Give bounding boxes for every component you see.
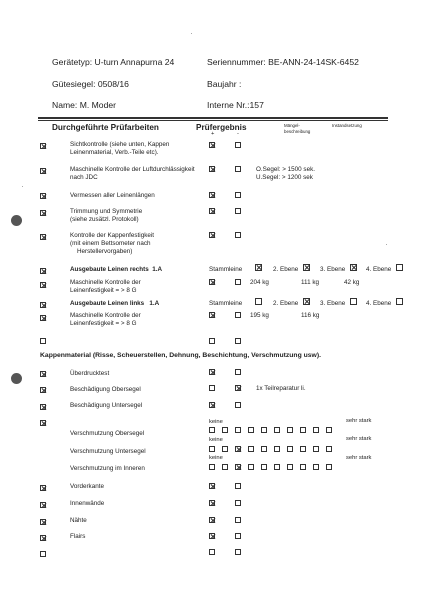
- spare-bottom-fail[interactable]: [235, 549, 241, 555]
- left-level2-checkbox[interactable]: [303, 298, 310, 305]
- left-level-2: 2. Ebene: [273, 300, 299, 307]
- dirt-inner-very-label: sehr stark: [346, 455, 372, 461]
- trim-pass[interactable]: [209, 208, 215, 214]
- header-rule-thin: [38, 120, 388, 121]
- sight-check-checkbox[interactable]: [40, 143, 46, 149]
- soiling-level-box[interactable]: [209, 427, 215, 433]
- canopy-material-heading: Kappenmaterial (Risse, Scheuerstellen, Dehnung, Beschichtung, Verschmutzung usw).: [40, 352, 321, 359]
- bottom-damage-label: Beschädigung Untersegel: [70, 402, 143, 409]
- soiling-level-box[interactable]: [326, 446, 332, 452]
- repair-heading: Instandsetzung: [332, 123, 362, 128]
- left-value-level2: 116 kg: [301, 312, 320, 319]
- spare-checkbox[interactable]: [40, 338, 46, 344]
- dirt-inner-label: Verschmutzung im Inneren: [70, 465, 145, 472]
- inner-walls-fail[interactable]: [235, 500, 241, 506]
- tests-heading: Durchgeführte Prüfarbeiten: [52, 123, 159, 132]
- left-level-stamm: Stammleine: [209, 300, 243, 307]
- plus-heading: +: [211, 131, 215, 137]
- canopy-strength-checkbox[interactable]: [40, 234, 46, 240]
- soiling-level-box[interactable]: [248, 464, 254, 470]
- air-check-fail[interactable]: [235, 166, 241, 172]
- canopy-strength-pass[interactable]: [209, 232, 215, 238]
- air-check-label: Maschinelle Kontrolle der Luftdurchlässigkeit nach JDC: [70, 166, 195, 181]
- canopy-strength-fail[interactable]: [235, 232, 241, 238]
- right-stamm-checkbox[interactable]: [255, 264, 262, 271]
- overpressure-label: Überdrucktest: [70, 370, 110, 377]
- dirt-top-label: Verschmutzung Obersegel: [70, 430, 145, 437]
- right-strength-pass[interactable]: [209, 279, 215, 285]
- soiling-level-box[interactable]: [235, 427, 241, 433]
- air-note-bottom: U.Segel: > 1200 sek: [256, 174, 313, 181]
- dirt-inner-none-label: keine: [209, 455, 223, 461]
- right-value-level3: 42 kg: [344, 279, 360, 286]
- dirt-top-none-label: keine: [209, 419, 223, 425]
- dirt-top-very-label: sehr stark: [346, 418, 372, 424]
- leading-edge-checkbox[interactable]: [40, 485, 46, 491]
- soiling-level-box[interactable]: [326, 464, 332, 470]
- soiling-level-box[interactable]: [300, 464, 306, 470]
- owner-name: Name: M. Moder: [52, 100, 116, 110]
- right-level4-checkbox[interactable]: [396, 264, 403, 271]
- left-level-3: 3. Ebene: [320, 300, 346, 307]
- left-level4-checkbox[interactable]: [396, 298, 403, 305]
- measure-fail[interactable]: [235, 192, 241, 198]
- soiling-level-box[interactable]: [313, 464, 319, 470]
- right-level3-checkbox[interactable]: [350, 264, 357, 271]
- right-strength-label: Maschinelle Kontrolle der Leinenfestigkeit = > 8 G: [70, 279, 141, 294]
- soiling-level-box[interactable]: [261, 427, 267, 433]
- left-value-stamm: 195 kg: [250, 312, 269, 319]
- inner-walls-checkbox[interactable]: [40, 502, 46, 508]
- punch-hole-bottom: [11, 373, 22, 384]
- dirt-bottom-label: Verschmutzung Untersegel: [70, 448, 146, 455]
- seal-number: Gütesiegel: 0508/16: [52, 79, 129, 89]
- bottom-damage-pass[interactable]: [209, 402, 215, 408]
- soiling-level-box[interactable]: [326, 427, 332, 433]
- bottom-damage-fail[interactable]: [235, 402, 241, 408]
- flairs-pass[interactable]: [209, 533, 215, 539]
- flairs-checkbox[interactable]: [40, 535, 46, 541]
- canopy-strength-label: Kontrolle der Kappenfestigkeit (mit einem Bettsometer nach Herstellervorgaben): [70, 232, 155, 255]
- internal-number: Interne Nr.:157: [207, 100, 264, 110]
- top-damage-pass[interactable]: [209, 385, 215, 391]
- dirt-bottom-very-label: sehr stark: [346, 436, 372, 442]
- measure-label: Vermessen aller Leinenlängen: [70, 192, 155, 199]
- soiling-level-box[interactable]: [235, 464, 241, 470]
- result-heading: Prüfergebnis: [196, 123, 247, 132]
- right-lines-checkbox[interactable]: [40, 268, 46, 274]
- flairs-label: Flairs: [70, 533, 86, 540]
- soiling-level-box[interactable]: [287, 446, 293, 452]
- top-damage-note: 1x Teilreparatur li.: [256, 385, 306, 392]
- right-lines-label: Ausgebaute Leinen rechts 1.A: [70, 266, 163, 273]
- soiling-level-box[interactable]: [261, 446, 267, 452]
- top-damage-label: Beschädigung Obersegel: [70, 386, 141, 393]
- sight-check-pass[interactable]: [209, 142, 215, 148]
- soiling-level-box[interactable]: [209, 464, 215, 470]
- left-level-4: 4. Ebene: [366, 300, 392, 307]
- right-value-level2: 111 kg: [301, 279, 319, 286]
- soiling-level-box[interactable]: [248, 427, 254, 433]
- dirt-bottom-none-label: keine: [209, 437, 223, 443]
- sight-check-fail[interactable]: [235, 142, 241, 148]
- trim-label: Trimmung und Symmetrie (siehe zusätzl. Protokoll): [70, 208, 143, 223]
- measure-pass[interactable]: [209, 192, 215, 198]
- left-stamm-checkbox[interactable]: [255, 298, 262, 305]
- right-strength-checkbox[interactable]: [40, 282, 46, 288]
- top-damage-fail[interactable]: [235, 385, 241, 391]
- spare-bottom-checkbox[interactable]: [40, 551, 46, 557]
- soiling-level-box[interactable]: [300, 427, 306, 433]
- leading-edge-pass[interactable]: [209, 483, 215, 489]
- soiling-level-box[interactable]: [222, 464, 228, 470]
- seams-fail[interactable]: [235, 517, 241, 523]
- dirt-checkbox[interactable]: [40, 420, 46, 426]
- inner-walls-label: Innenwände: [70, 500, 105, 507]
- measure-checkbox[interactable]: [40, 193, 46, 199]
- right-level-4: 4. Ebene: [366, 266, 392, 273]
- soiling-level-box[interactable]: [222, 446, 228, 452]
- scan-speck: [386, 244, 387, 245]
- punch-hole-top: [11, 215, 22, 226]
- soiling-level-box[interactable]: [274, 427, 280, 433]
- scan-speck: [191, 33, 192, 34]
- leading-edge-fail[interactable]: [235, 483, 241, 489]
- soiling-level-box[interactable]: [287, 464, 293, 470]
- soiling-level-box[interactable]: [209, 446, 215, 452]
- right-level-3: 3. Ebene: [320, 266, 346, 273]
- bottom-damage-checkbox[interactable]: [40, 404, 46, 410]
- spare-pass[interactable]: [209, 338, 215, 344]
- right-level2-checkbox[interactable]: [303, 264, 310, 271]
- seams-pass[interactable]: [209, 517, 215, 523]
- soiling-level-box[interactable]: [274, 446, 280, 452]
- spare-bottom-pass[interactable]: [209, 549, 215, 555]
- air-note-top: O.Segel: > 1500 sek.: [256, 166, 315, 173]
- top-damage-checkbox[interactable]: [40, 387, 46, 393]
- right-strength-fail[interactable]: [235, 279, 241, 285]
- soiling-level-box[interactable]: [248, 446, 254, 452]
- soiling-level-box[interactable]: [287, 427, 293, 433]
- left-lines-label: Ausgebaute Leinen links 1.A: [70, 300, 160, 307]
- build-year: Baujahr :: [207, 79, 242, 89]
- spare-fail[interactable]: [235, 338, 241, 344]
- minus-heading: -: [237, 131, 239, 137]
- left-strength-label: Maschinelle Kontrolle der Leinenfestigkeit = > 8 G: [70, 312, 141, 327]
- seams-checkbox[interactable]: [40, 519, 46, 525]
- right-level-stamm: Stammleine: [209, 266, 243, 273]
- left-strength-pass[interactable]: [209, 312, 215, 318]
- soiling-level-box[interactable]: [222, 427, 228, 433]
- soiling-level-box[interactable]: [300, 446, 306, 452]
- air-check-checkbox[interactable]: [40, 168, 46, 174]
- soiling-level-box[interactable]: [261, 464, 267, 470]
- left-strength-checkbox[interactable]: [40, 315, 46, 321]
- trim-fail[interactable]: [235, 208, 241, 214]
- right-level-2: 2. Ebene: [273, 266, 299, 273]
- soiling-level-box[interactable]: [313, 446, 319, 452]
- flairs-fail[interactable]: [235, 533, 241, 539]
- device-type: Gerätetyp: U-turn Annapurna 24: [52, 57, 175, 67]
- soiling-level-box[interactable]: [313, 427, 319, 433]
- left-lines-checkbox[interactable]: [40, 302, 46, 308]
- air-check-pass[interactable]: [209, 166, 215, 172]
- overpressure-checkbox[interactable]: [40, 371, 46, 377]
- overpressure-pass[interactable]: [209, 369, 215, 375]
- seams-label: Nähte: [70, 517, 87, 524]
- header-rule: [38, 117, 388, 119]
- inner-walls-pass[interactable]: [209, 500, 215, 506]
- overpressure-fail[interactable]: [235, 369, 241, 375]
- defects-heading: Mängel- beschreibung: [284, 123, 311, 134]
- soiling-level-box[interactable]: [274, 464, 280, 470]
- trim-checkbox[interactable]: [40, 210, 46, 216]
- serial-number: Seriennummer: BE-ANN-24-14SK-6452: [207, 57, 359, 67]
- left-level3-checkbox[interactable]: [350, 298, 357, 305]
- scan-speck: [22, 186, 23, 187]
- right-value-stamm: 204 kg: [250, 279, 269, 286]
- leading-edge-label: Vorderkante: [70, 483, 104, 490]
- soiling-level-box[interactable]: [235, 446, 241, 452]
- left-strength-fail[interactable]: [235, 312, 241, 318]
- sight-check-label: Sichtkontrolle (siehe unten, Kappen Leinenmaterial, Verb.-Teile etc).: [70, 141, 170, 156]
